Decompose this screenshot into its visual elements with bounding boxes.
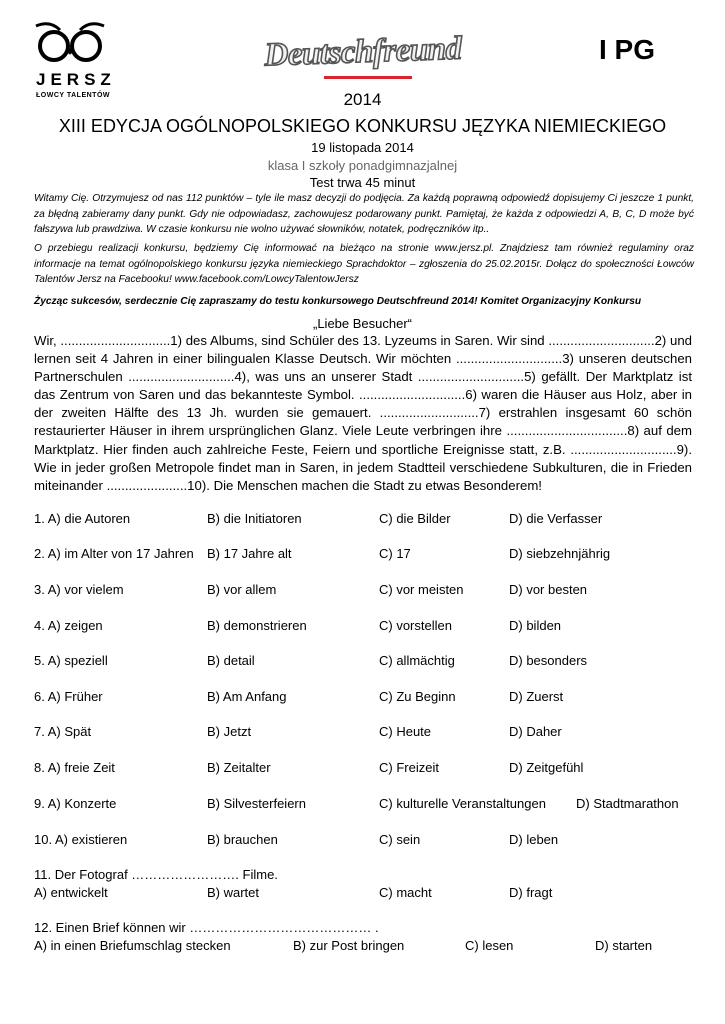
option-a: 2. A) im Alter von 17 Jahren bbox=[34, 546, 194, 561]
option-d: D) leben bbox=[509, 832, 559, 847]
option-d: D) fragt bbox=[509, 885, 553, 900]
option-b: B) Silvesterfeiern bbox=[207, 796, 306, 811]
option-b: B) die Initiatoren bbox=[207, 511, 302, 526]
option-d: D) siebzehnjährig bbox=[509, 546, 611, 561]
question-row bbox=[0, 546, 725, 564]
option-d: D) besonders bbox=[509, 653, 588, 668]
question-row bbox=[0, 582, 725, 600]
option-d: D) Zeitgefühl bbox=[509, 760, 584, 775]
question-row bbox=[0, 832, 725, 850]
question-row bbox=[0, 618, 725, 636]
logo-name: JERSZ bbox=[36, 70, 116, 89]
test-duration: Test trwa 45 minut bbox=[309, 175, 416, 190]
option-b: B) demonstrieren bbox=[207, 618, 307, 633]
intro-paragraph-rules: Witamy Cię. Otrzymujesz od nas 112 punktów – tyle ile masz decyzji do podjęcia. Za każdą poprawną odpowiedź dopisujemy Ci jeszcze 1 punkt, za błędną zabieramy dany punkt. Gdy nie odpowiadasz, zachowujesz podarowany punkt. Pamiętaj, że każda z odpowiedzi A, B, C, D może być fałszywa lub prawdziwa. W czasie konkursu nie wolno używać słowników, notatek, podręczników itp.. bbox=[34, 193, 694, 235]
question-row bbox=[0, 689, 725, 707]
option-b: B) Zeitalter bbox=[207, 760, 271, 775]
option-b: B) zur Post bringen bbox=[293, 938, 405, 953]
logo-tagline: ŁOWCY TALENTÓW bbox=[36, 92, 111, 99]
option-d: D) starten bbox=[595, 938, 653, 953]
option-a: 1. A) die Autoren bbox=[34, 511, 131, 526]
text-title: „Liebe Besucher“ bbox=[313, 316, 412, 331]
option-a: A) in einen Briefumschlag stecken bbox=[34, 938, 231, 953]
option-c: C) vorstellen bbox=[379, 618, 452, 633]
cloze-passage: Wir, ..............................1) des Albums, sind Schüler des 13. Lyzeums in Saren. Wir sind .............................2) und lernen seit 4 Jahren in einer bilingualen Klasse Deutsch. Wir möchten .............................3) unseren deutschen Partnerschulen .............................4), was uns an unserer Stadt .............................5) gefällt. Der Marktplatz ist das Zentrum von Saren und das bekannteste Symbol. .............................6) waren die Häuser aus Holz, aber in der zweiten Hälfte des 13 Jh. wurden sie gemauert. ...........................7) erstrahlen insgesamt 60 schön restaurierter Häuser in ihrem ursprünglichen Glanz. Viele Leute verbringen ihre .................................8) auf dem Marktplatz. Hier finden auch zahlreiche Feste, Feiern und sportliche Ereignisse statt, z.B. .............................9). Wie in jeder großen Metropole findet man in Saren, in jedem Stadtteil verschiedene Subkulturen, die in Frieden miteinander ......................10). Die Menschen machen die Stadt zu etwas Besonderem! bbox=[34, 333, 692, 493]
option-a: 10. A) existieren bbox=[34, 832, 128, 847]
option-b: B) detail bbox=[207, 653, 255, 668]
option-b: B) 17 Jahre alt bbox=[207, 546, 292, 561]
option-c: C) sein bbox=[379, 832, 421, 847]
option-d: D) Daher bbox=[509, 724, 562, 739]
owl-eyes-icon bbox=[30, 22, 110, 68]
option-c: C) Freizeit bbox=[379, 760, 439, 775]
option-c: C) kulturelle Veranstaltungen bbox=[379, 796, 546, 811]
question-row bbox=[0, 760, 725, 778]
option-a: A) entwickelt bbox=[34, 885, 108, 900]
option-c: C) lesen bbox=[465, 938, 514, 953]
option-b: B) wartet bbox=[207, 885, 260, 900]
option-c: C) allmächtig bbox=[379, 653, 455, 668]
brand-wordmark: Deutschfreund bbox=[263, 30, 463, 74]
question-row bbox=[0, 796, 725, 814]
question-stem: 11. Der Fotograf ……………………. Filme. bbox=[34, 867, 278, 882]
question-row bbox=[0, 653, 725, 671]
option-c: C) 17 bbox=[379, 546, 411, 561]
question-row bbox=[0, 511, 725, 529]
option-a: 9. A) Konzerte bbox=[34, 796, 117, 811]
option-c: C) Zu Beginn bbox=[379, 689, 456, 704]
option-d: D) Zuerst bbox=[509, 689, 564, 704]
brand-underline bbox=[324, 76, 412, 79]
option-b: B) Am Anfang bbox=[207, 689, 287, 704]
page-title: XIII EDYCJA OGÓLNOPOLSKIEGO KONKURSU JĘZYKA NIEMIECKIEGO bbox=[58, 116, 667, 136]
option-b: B) Jetzt bbox=[207, 724, 252, 739]
option-c: C) Heute bbox=[379, 724, 432, 739]
option-a: 7. A) Spät bbox=[34, 724, 92, 739]
option-b: B) vor allem bbox=[207, 582, 277, 597]
option-a: 5. A) speziell bbox=[34, 653, 108, 668]
option-d: D) Stadtmarathon bbox=[576, 796, 679, 811]
question-row bbox=[0, 724, 725, 742]
option-a: 8. A) freie Zeit bbox=[34, 760, 115, 775]
option-c: C) macht bbox=[379, 885, 432, 900]
year-heading: 2014 bbox=[343, 90, 382, 109]
option-d: D) die Verfasser bbox=[509, 511, 603, 526]
option-c: C) vor meisten bbox=[379, 582, 464, 597]
level-label: I PG bbox=[598, 34, 655, 65]
option-c: C) die Bilder bbox=[379, 511, 451, 526]
class-level: klasa I szkoły ponadgimnazjalnej bbox=[267, 158, 458, 173]
option-a: 4. A) zeigen bbox=[34, 618, 103, 633]
option-a: 6. A) Früher bbox=[34, 689, 103, 704]
contest-date: 19 listopada 2014 bbox=[311, 140, 414, 155]
option-b: B) brauchen bbox=[207, 832, 278, 847]
option-d: D) vor besten bbox=[509, 582, 588, 597]
option-d: D) bilden bbox=[509, 618, 562, 633]
option-a: 3. A) vor vielem bbox=[34, 582, 124, 597]
wish-line: Życząc sukcesów, serdecznie Cię zapraszamy do testu konkursowego Deutschfreund 2014! Komitet Organizacyjny Konkursu bbox=[34, 296, 642, 307]
intro-paragraph-info: O przebiegu realizacji konkursu, będziemy Cię informować na bieżąco na stronie www.jersz.pl. Znajdziesz tam również regulaminy oraz informacje na temat ogólnopolskiego konkursu języka niemieckiego Sprachdoktor – zgłoszenia do 25.02.2015r. Dołącz do społeczności Łowców Talentów Jersz na Facebooku! www.facebook.com/LowcyTalentowJersz bbox=[34, 243, 694, 285]
brand-logo bbox=[238, 32, 488, 82]
question-stem: 12. Einen Brief können wir …………………………………… . bbox=[34, 920, 379, 935]
